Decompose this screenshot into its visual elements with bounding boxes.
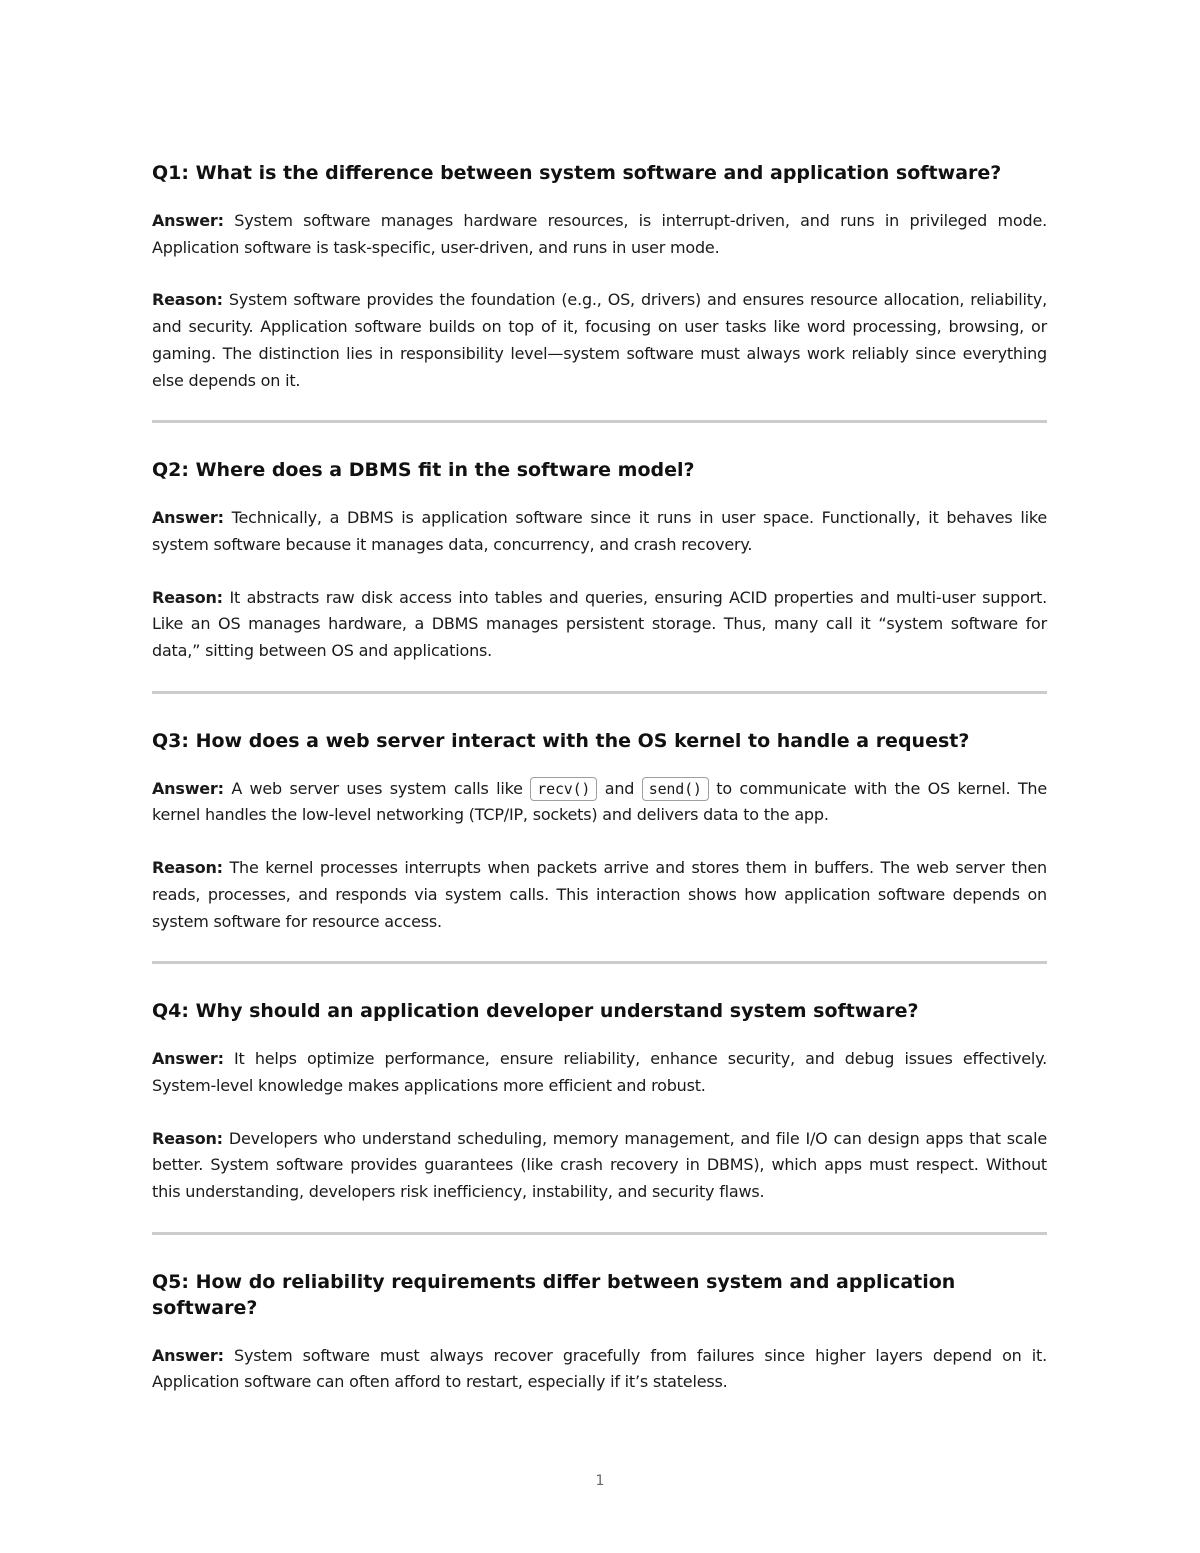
question-heading: Q5: How do reliability requirements differ between system and application software?: [152, 1270, 956, 1319]
reason-paragraph: [152, 287, 1047, 394]
reason-paragraph: [152, 855, 1047, 935]
document-page: [152, 160, 1047, 1422]
qa-section-3: [152, 728, 1047, 936]
answer-label: Answer:: [152, 211, 224, 230]
reason-text: The kernel processes interrupts when packets arrive and stores them in buffers. The web server then reads, processes, and responds via system calls. This interaction shows how application software depends on system software for resource access.: [152, 858, 1047, 931]
answer-text: System software must always recover gracefully from failures since higher layers depend on it. Application software can often afford to restart, especially if it’s stateless.: [152, 1345, 1047, 1392]
qa-section-5: [152, 1269, 1047, 1396]
answer-paragraph: [152, 1046, 1047, 1099]
question-heading: Q1: What is the difference between system software and application software?: [152, 162, 1002, 184]
answer-text-pre: A web server uses system calls like: [231, 778, 523, 798]
answer-label: Answer:: [152, 1345, 224, 1365]
reason-text: System software provides the foundation (e.g., OS, drivers) and ensures resource allocation, reliability, and security. Application software builds on top of it, focusing on user tasks like word processing, browsing, or gaming. The distinction lies in responsibility level—system software must always work reliably since everything else depends on it.: [152, 290, 1047, 390]
reason-label: Reason:: [152, 587, 223, 607]
answer-paragraph: [152, 1343, 1047, 1396]
reason-paragraph: [152, 1126, 1047, 1206]
answer-label: Answer:: [152, 508, 224, 528]
code-recv: recv(): [530, 777, 597, 801]
section-divider: [152, 1232, 1047, 1235]
answer-text-post: to communicate with the OS kernel. The kernel handles the low-level networking (TCP/IP, sockets) and delivers data to the app.: [152, 778, 1048, 825]
section-divider: [152, 691, 1047, 694]
code-send: send(): [642, 777, 709, 801]
answer-text-mid: and: [604, 778, 635, 798]
qa-section-4: [152, 998, 1047, 1206]
reason-label: Reason:: [152, 858, 223, 878]
reason-text: It abstracts raw disk access into tables and queries, ensuring ACID properties and multi-user support. Like an OS manages hardware, a DBMS manages persistent storage. Thus, many call it “system software for data,” sitting between OS and applications.: [152, 587, 1048, 661]
section-divider: [152, 420, 1047, 423]
answer-label: Answer:: [152, 778, 224, 798]
answer-paragraph: [152, 505, 1047, 558]
page-number: 1: [595, 1473, 605, 1489]
reason-text: Developers who understand scheduling, memory management, and file I/O can design apps that scale better. System software provides guarantees (like crash recovery in DBMS), which apps must respect. Without this understanding, developers risk inefficiency, instability, and security flaws.: [152, 1128, 1047, 1202]
answer-text: System software manages hardware resources, is interrupt-driven, and runs in privileged mode. Application software is task-specific, user-driven, and runs in user mode.: [152, 211, 1047, 257]
section-divider: [152, 961, 1047, 964]
answer-paragraph: [152, 208, 1047, 261]
question-heading: Q4: Why should an application developer understand system software?: [152, 1000, 919, 1023]
answer-label: Answer:: [152, 1049, 224, 1069]
reason-label: Reason:: [152, 1128, 223, 1148]
question-heading: Q3: How does a web server interact with the OS kernel to handle a request?: [152, 729, 970, 752]
answer-paragraph: [152, 776, 1047, 829]
qa-section-1: [152, 160, 1047, 394]
reason-paragraph: [152, 585, 1047, 665]
answer-text: Technically, a DBMS is application software since it runs in user space. Functionally, it behaves like system software because it manages data, concurrency, and crash recovery.: [152, 508, 1048, 554]
qa-section-2: [152, 457, 1047, 665]
question-heading: Q2: Where does a DBMS fit in the software model?: [152, 459, 695, 482]
reason-label: Reason:: [152, 290, 223, 310]
answer-text: It helps optimize performance, ensure reliability, enhance security, and debug issues effectively. System-level knowledge makes applications more efficient and robust.: [152, 1049, 1047, 1095]
